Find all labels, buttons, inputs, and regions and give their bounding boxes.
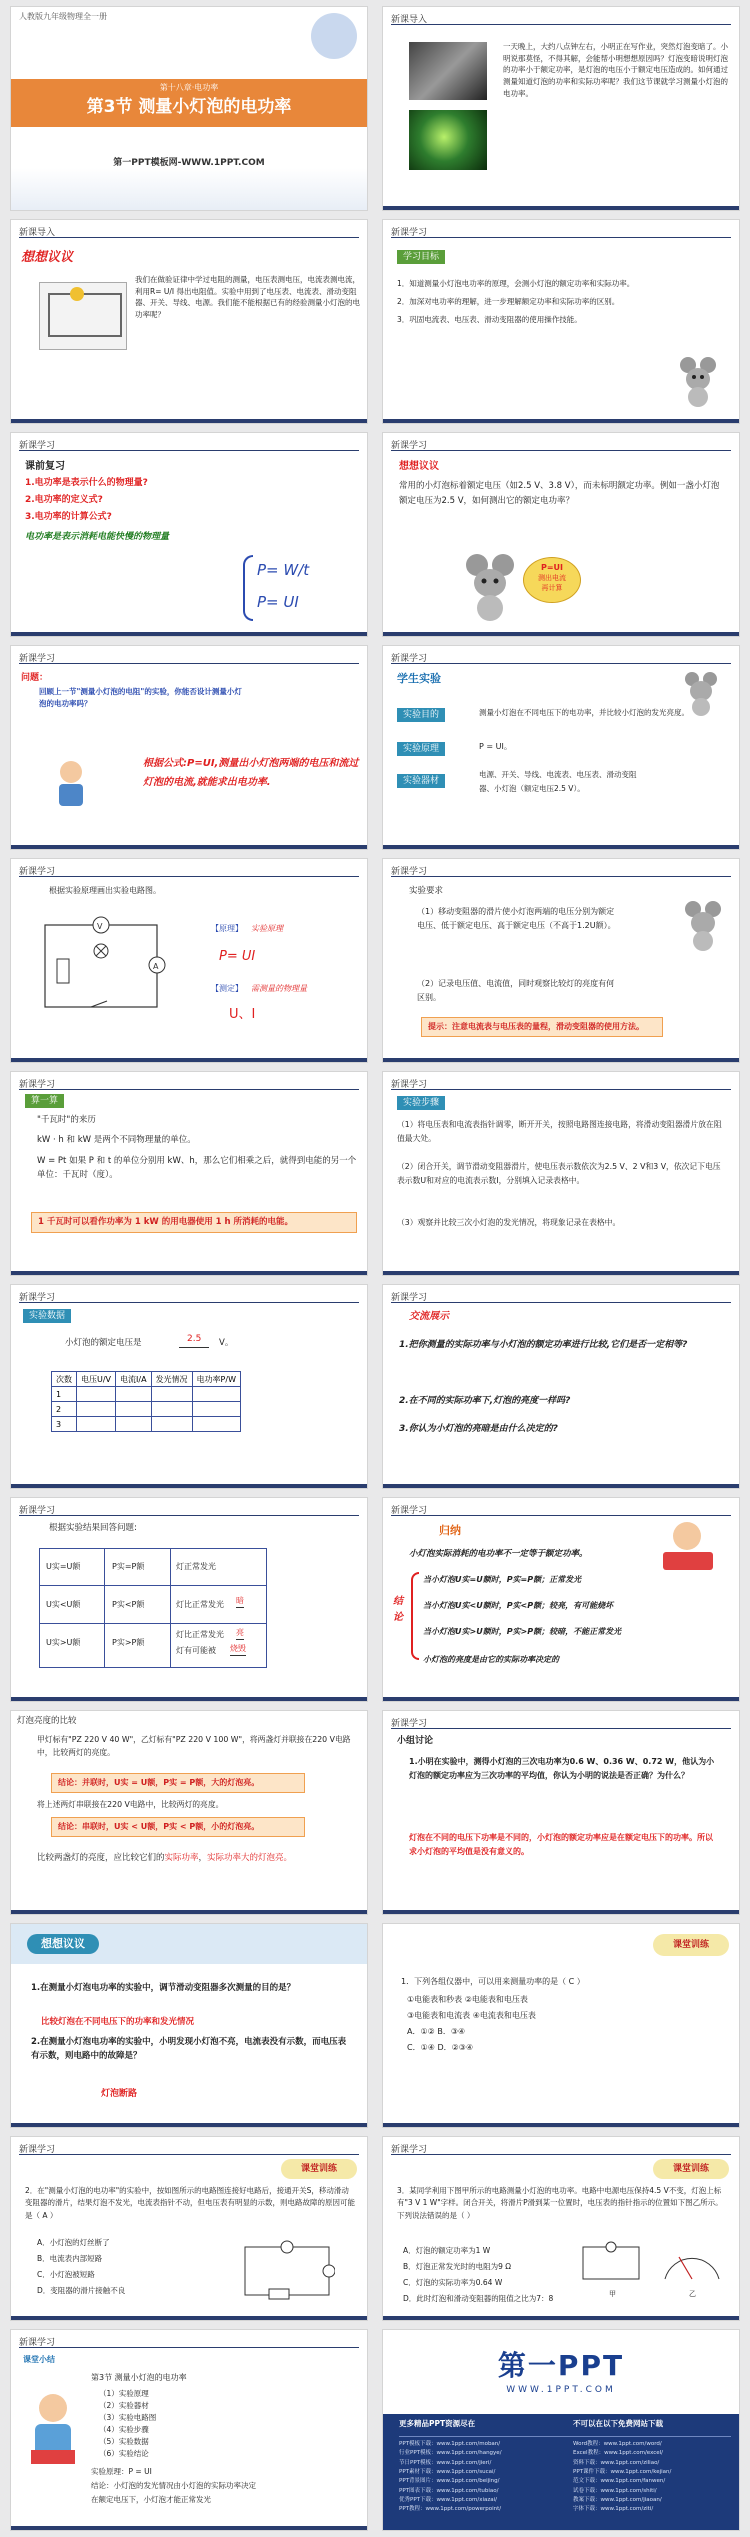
exercise-option: C．小灯泡被短路 (37, 2270, 95, 2279)
footer-bar (11, 845, 367, 849)
slide-header: 新课学习 (391, 654, 428, 664)
footer-bar (383, 2316, 739, 2320)
circuit-diagram (239, 2239, 335, 2303)
resource-link[interactable]: 试卷下载：www.1ppt.com/shiti/ (573, 2487, 657, 2494)
principle-text: P = UI。 (479, 742, 512, 751)
chapter-label: 第十八章·电功率 (159, 83, 219, 92)
kwh-definition: 1 千瓦时可以看作功率为 1 kW 的用电器使用 1 h 所消耗的电能。 (31, 1212, 357, 1233)
slide-exercise-1 (382, 1923, 740, 2128)
circuit-text: 根据实验原理画出实验电路图。 (49, 886, 161, 895)
slide-discussion (10, 219, 368, 424)
footer-bar (383, 1697, 739, 1701)
step-3: （3）观察并比较三次小灯泡的发光情况，将现象记录在表格中。 (397, 1218, 621, 1227)
exercise-option: ③电能表和电流表 ④电流表和电压表 (407, 2011, 536, 2020)
measure-text: 需测量的物理量 (251, 984, 307, 993)
decor-circle (311, 13, 357, 59)
header-rule (391, 237, 731, 238)
slide-exchange (382, 1284, 740, 1489)
slide-circuit (10, 858, 368, 1063)
exercise-question: 3．某同学利用下图甲所示的电路测量小灯泡的电功率。电路中电源电压保持4.5 V不变，灯泡上标有"3 V 1 W"字样。闭合开关，将滑片P滑到某一位置时，电压表的指针指示的位置如下图乙所示。下列说法错误的是（ ） (397, 2186, 723, 2220)
header-rule (19, 450, 359, 451)
objective-1: 1．知道测量小灯泡电功率的原理，会测小灯泡的额定功率和实际功率。 (397, 279, 635, 288)
slide-header: 新课学习 (391, 1506, 428, 1516)
header-rule (391, 876, 731, 877)
brace (243, 555, 253, 621)
table-header: 电流I/A (116, 1372, 152, 1387)
exercise-badge: 课堂训练 (281, 2159, 357, 2179)
objective-2: 2．加深对电功率的理解，进一步理解额定功率和实际功率的区别。 (397, 297, 620, 306)
resource-link[interactable]: Excel教程：www.1ppt.com/excel/ (573, 2450, 664, 2457)
resource-link[interactable]: 资料下载：www.1ppt.com/ziliao/ (573, 2459, 660, 2466)
intro-text: 一天晚上，大约八点钟左右，小明正在写作业，突然灯泡变暗了。小明说那莫怪，不得其解，会能帮小明想想原因吗？灯泡变暗说明灯泡的功率小于额定功率，是灯泡的电压小于额定电压造成的。如何通过测量知道灯泡的功率和实际功率呢？我们这节课就学习测量小灯泡的电功率。 (503, 42, 728, 98)
header-rule (19, 1302, 359, 1303)
table-header-row (52, 1372, 241, 1387)
group-title: 小组讨论 (397, 1736, 434, 1746)
footer-bar (383, 1484, 739, 1488)
resource-link[interactable]: 节日PPT模板：www.1ppt.com/jieri/ (399, 2459, 492, 2466)
objective-3: 3．巩固电流表、电压表、滑动变阻器的使用操作技能。 (397, 315, 582, 324)
discussion-text: 我们在做验证律中学过电阻的测量，电压表测电压，电流表测电流，利用R= U/I 得出电阻值。实验中用到了电压表、电流表、滑动变阻器、开关、导线、电源。我们能不能根据已有的经验测量小灯泡的电功率呢？ (135, 275, 360, 319)
resource-link[interactable]: PPT图表下载：www.1ppt.com/tubiao/ (399, 2487, 499, 2494)
links-left-title: 更多精品PPT资源尽在 (399, 2419, 476, 2428)
step-2: （2）闭合开关，调节滑动变阻器滑片，使电压表示数依次为2.5 V、2 V和3 V，依次记下电压表示数U和对应的电流表示数I，分别填入记录表格中。 (397, 1162, 721, 1185)
header-rule (391, 24, 731, 25)
question-text: 回顾上一节"测量小灯泡的电阻"的实验，你能否设计测量小灯泡的电功率吗？ (39, 687, 242, 708)
exercise-option: A．小灯泡的灯丝断了 (37, 2238, 110, 2247)
discuss-q2: 2.在测量小灯泡电功率的实验中，小明发现小灯泡不亮，电流表没有示数，而电压表有示数，则电路中的故障是？ (31, 2037, 347, 2061)
mouse-mascot-icon (683, 899, 723, 951)
top-label: 人教版九年级物理全一册 (19, 12, 107, 21)
results-cell: P实>P额 (112, 1638, 145, 1647)
summary-conclusion: 结论：小灯泡的发光情况由小灯泡的实际功率决定 (91, 2481, 256, 2490)
photo-student (409, 42, 487, 100)
exchange-q2: 2.在不同的实际功率下,灯泡的亮度一样吗? (399, 1396, 571, 1406)
think-title: 想想议议 (399, 461, 439, 472)
exercise-option: A．①② B．③④ (407, 2027, 466, 2036)
header-rule (19, 1515, 359, 1516)
voltmeter-dial-icon (659, 2241, 725, 2287)
resource-link[interactable]: PPT课件下载：www.1ppt.com/kejian/ (573, 2469, 672, 2476)
discuss-a2: 灯泡断路 (101, 2089, 138, 2099)
exercise-badge: 课堂训练 (653, 2159, 729, 2179)
exercise-option: ①电能表和秒表 ②电能表和电压表 (407, 1995, 528, 2004)
resource-link[interactable]: 字体下载：www.1ppt.com/ziti/ (573, 2506, 654, 2513)
header-rule (19, 2347, 359, 2348)
results-cell: U实>U额 (46, 1638, 81, 1647)
purpose-text: 测量小灯泡在不同电压下的电功率，并比较小灯泡的发光亮度。 (479, 708, 689, 717)
slide-header: 新课学习 (19, 1080, 56, 1090)
slide-data (10, 1284, 368, 1489)
slide-header: 新课导入 (19, 228, 56, 238)
summary-tag: 课堂小结 (23, 2355, 55, 2364)
slide-exercise-3 (382, 2136, 740, 2321)
slide-header: 新课学习 (19, 2338, 56, 2348)
slide-header: 新课学习 (391, 1719, 428, 1729)
photo-bulb (409, 110, 487, 170)
mouse-mascot-icon (683, 670, 719, 716)
resource-link[interactable]: PPT素材下载：www.1ppt.com/sucai/ (399, 2469, 496, 2476)
exercise-option: D．此时灯泡和滑动变阻器的阻值之比为7：8 (403, 2294, 554, 2303)
footer-bar (383, 419, 739, 423)
steps-bar: 实验步骤 (397, 1096, 445, 1110)
results-fill: 暗 (236, 1595, 244, 1608)
review-answer: 电功率是表示消耗电能快慢的物理量 (25, 532, 170, 542)
footer-bar (11, 2316, 367, 2320)
header-rule (391, 1728, 731, 1729)
links-column-right (573, 2440, 671, 2515)
slide-results (10, 1497, 368, 1702)
footer-bar (11, 1484, 367, 1488)
brightness-conclusion2: 结论：串联时，U实 < U额，P实 < P额，小的灯泡亮。 (51, 1817, 305, 1837)
question-title: 问题： (21, 673, 49, 683)
table-cell: 3 (52, 1417, 77, 1432)
requirements-title: 实验要求 (409, 886, 444, 896)
rated-voltage-value: 2.5 (179, 1333, 209, 1348)
summary-item: （4）实验步骤 (99, 2425, 149, 2434)
summary-line5: 小灯泡的亮度是由它的实际功率决定的 (423, 1655, 559, 1664)
objectives-bar: 学习目标 (397, 250, 445, 264)
slide-header: 新课学习 (19, 867, 56, 877)
slide-header: 新课学习 (391, 867, 428, 877)
reading-kid-icon (653, 1518, 723, 1574)
question-answer: 根据公式:P=UI,测量出小灯泡两端的电压和流过灯泡的电流,就能求出电功率. (143, 758, 359, 788)
exercise-badge: 课堂训练 (653, 1934, 729, 1956)
slide-kwh (10, 1071, 368, 1276)
summary-item: （6）实验结论 (99, 2449, 149, 2458)
slide-header: 新课学习 (391, 2145, 428, 2155)
review-q1: 1.电功率是表示什么的物理量? (25, 478, 148, 488)
summary-heading: 第3节 测量小灯泡的电功率 (91, 2373, 187, 2382)
header-rule (391, 1089, 731, 1090)
svg-text:V: V (97, 922, 103, 931)
discuss-q1: 1.在测量小灯泡电功率的实验中，调节滑动变阻器多次测量的目的是？ (31, 1983, 296, 1993)
bubble-line2: 再计算 (541, 584, 563, 592)
slide-exercise-2 (10, 2136, 368, 2321)
links-panel (383, 2414, 739, 2530)
footer-bar (383, 1271, 739, 1275)
formula-1: P= W/t (257, 561, 310, 579)
review-title: 课前复习 (25, 461, 65, 472)
resource-link[interactable]: 范文下载：www.1ppt.com/fanwen/ (573, 2478, 666, 2485)
footer-bar (11, 419, 367, 423)
svg-text:A: A (153, 962, 159, 971)
slide-header: 新课学习 (391, 228, 428, 238)
header-rule (391, 450, 731, 451)
rated-voltage-label: 小灯泡的额定电压是 (65, 1338, 142, 1348)
brightness-title: 灯泡亮度的比较 (17, 1716, 77, 1726)
equipment-text: 电源、开关、导线、电流表、电压表、滑动变阻器、小灯泡（额定电压2.5 V）。 (479, 770, 637, 793)
slide-title-text: 第3节 测量小灯泡的电功率 (86, 97, 292, 117)
results-cell: P实=P额 (112, 1562, 145, 1571)
header-rule (19, 1089, 359, 1090)
group-answer: 灯泡在不同的电压下功率是不同的，小灯泡的额定功率应是在额定电压下的功率。所以求小灯泡的平均值是没有意义的。 (409, 1833, 713, 1856)
experiment-title: 学生实验 (397, 672, 441, 685)
header-rule (391, 2154, 731, 2155)
table-row (52, 1387, 241, 1402)
table-header: 电压U/V (77, 1372, 116, 1387)
table-header: 次数 (52, 1372, 77, 1387)
step-1: （1）将电压表和电流表指针调零，断开开关，按照电路图连接电路，将滑动变阻器滑片放在阻值最大处。 (397, 1120, 722, 1143)
think-text: 常用的小灯泡标着额定电压（如2.5 V、3.8 V），而未标明额定功率。例如一盏小灯泡额定电压为2.5 V，如何测出它的额定电功率？ (399, 481, 720, 507)
header-rule (391, 1515, 731, 1516)
slide-header: 新课学习 (19, 2145, 56, 2155)
exchange-q3: 3.你认为小灯泡的亮暗是由什么决定的? (399, 1424, 558, 1434)
results-fill: 烧毁 (230, 1643, 246, 1656)
slide-header: 新课学习 (391, 1080, 428, 1090)
exercise-option: B．灯泡正常发光时的电阻为9 Ω (403, 2262, 512, 2271)
resource-link[interactable]: Word教程：www.1ppt.com/word/ (573, 2441, 662, 2447)
group-question: 1.小明在实验中，测得小灯泡的三次电功率为0.6 W、0.36 W、0.72 W，他认为小灯泡的额定功率应为三次功率的平均值，你认为小明的说法是否正确？为什么？ (409, 1757, 715, 1780)
brightness-conclusion1: 结论：并联时，U实 = U额，P实 = P额，大的灯泡亮。 (51, 1773, 305, 1793)
results-cell: 灯比正常发光 (176, 1630, 224, 1639)
results-cell: U实=U额 (46, 1562, 81, 1571)
exchange-q1: 1.把你测量的实际功率与小灯泡的额定功率进行比较,它们是否一定相等? (399, 1340, 688, 1350)
equipment-label: 实验器材 (397, 774, 445, 788)
slide-header: 新课学习 (19, 441, 56, 451)
slide-header: 新课导入 (391, 15, 428, 25)
results-cell: 灯比正常发光 (176, 1600, 224, 1609)
brightness-p3: 比较两盏灯的亮度，应比较它们的实际功率，实际功率大的灯泡亮。 (37, 1853, 293, 1863)
decor-bottom (11, 168, 367, 210)
resource-link[interactable]: PPT模板下载：www.1ppt.com/moban/ (399, 2441, 501, 2447)
results-text: 根据实验结果回答问题: (49, 1523, 137, 1533)
results-cell: 灯正常发光 (176, 1562, 216, 1571)
footer-bar (383, 206, 739, 210)
resource-link[interactable]: 行业PPT模板：www.1ppt.com/hangye/ (399, 2450, 502, 2457)
footer-bar (11, 1697, 367, 1701)
kwh-units: kW · h 和 kW 是两个不同物理量的单位。 (37, 1135, 196, 1145)
resource-link[interactable]: 教案下载：www.1ppt.com/jiaoan/ (573, 2497, 662, 2504)
requirement-tip: 提示：注意电流表与电压表的量程，滑动变阻器的使用方法。 (421, 1017, 663, 1037)
summary-item: （3）实验电路图 (99, 2413, 157, 2422)
slide-objectives (382, 219, 740, 424)
circuit-photo (39, 282, 127, 350)
slide-header: 新课学习 (19, 1506, 56, 1516)
slide-question (10, 645, 368, 850)
bubble-formula: P=UI (540, 563, 564, 572)
principle-title: 实验原理 (251, 924, 283, 933)
principle-tag: 【原理】 (211, 924, 243, 933)
kwh-origin: "千瓦时"的来历 (37, 1115, 96, 1125)
results-cell: P实<P额 (112, 1600, 145, 1609)
exercise-option: D．变阻器的滑片接触不良 (37, 2286, 126, 2295)
resource-link[interactable]: PPT教程：www.1ppt.com/powerpoint/ (399, 2506, 502, 2513)
slide-header: 新课学习 (391, 1293, 428, 1303)
results-grid (39, 1548, 267, 1668)
results-cell: 灯有可能被 (176, 1646, 216, 1655)
table-row (52, 1417, 241, 1432)
table-header: 电功率P/W (192, 1372, 240, 1387)
title-banner (11, 79, 367, 127)
formula-2: P= UI (257, 593, 299, 611)
review-q2: 2.电功率的定义式? (25, 495, 103, 505)
table-cell: 1 (52, 1387, 77, 1402)
resource-link[interactable]: 优秀PPT下载：www.1ppt.com/xiazai/ (399, 2497, 498, 2504)
footer-bar (11, 2123, 367, 2127)
footer-bar (11, 632, 367, 636)
slide-experiment (382, 645, 740, 850)
slide-discuss-2 (10, 1923, 368, 2128)
slide-steps (382, 1071, 740, 1276)
links-column-left (399, 2440, 502, 2515)
summary-item: （1）实验原理 (99, 2389, 149, 2398)
slide-summary (382, 1497, 740, 1702)
figure-label: 甲 (609, 2290, 616, 2298)
data-table (51, 1371, 241, 1432)
slide-requirements (382, 858, 740, 1063)
data-bar: 实验数据 (23, 1309, 71, 1323)
summary-note: 在额定电压下，小灯泡才能正常发光 (91, 2495, 211, 2504)
mouse-mascot-icon (463, 551, 517, 623)
header-rule (19, 663, 359, 664)
brand-text: 第一PPT模板网-WWW.1PPT.COM (113, 158, 265, 168)
summary-principle: 实验原理：P = UI (91, 2467, 152, 2476)
measure-tag: 【测定】 (211, 984, 243, 993)
principle-label: 实验原理 (397, 742, 445, 756)
thinking-kid-icon (51, 758, 91, 808)
links-right-title: 不可以在以下免费网站下载 (573, 2419, 663, 2428)
table-row (52, 1402, 241, 1417)
exercise-option: A．灯泡的额定功率为1 W (403, 2246, 491, 2255)
slide-think (382, 432, 740, 637)
summary-line1: 小灯泡实际消耗的电功率不一定等于额定功率。 (409, 1549, 588, 1559)
requirement-2: （2）记录电压值、电流值，同时观察比较灯的亮度有何区别。 (417, 979, 615, 1002)
header-rule (19, 2154, 359, 2155)
footer-bar (11, 1910, 367, 1914)
table-header: 发光情况 (151, 1372, 192, 1387)
slide-brand (382, 2329, 740, 2531)
principle-formula: P= UI (219, 949, 256, 964)
header-rule (391, 1302, 731, 1303)
header-rule (391, 663, 731, 664)
speech-bubble (523, 557, 581, 603)
slide-class-summary (10, 2329, 368, 2531)
kids-reading-icon (25, 2390, 81, 2490)
brand-url: WWW.1PPT.COM (506, 2385, 616, 2395)
results-cell: U实<U额 (46, 1600, 81, 1609)
exercise-question: 1．下列各组仪器中，可以用来测量功率的是（ C ） (401, 1977, 585, 1986)
review-q3: 3.电功率的计算公式? (25, 512, 112, 522)
summary-line2: 当小灯泡U实=U额时，P实=P额；正常发光 (423, 1575, 582, 1584)
footer-bar (383, 632, 739, 636)
discuss-title: 想想议议 (27, 1934, 99, 1954)
summary-item: （5）实验数据 (99, 2437, 149, 2446)
circuit-diagram (35, 911, 175, 1031)
slide-review (10, 432, 368, 637)
requirement-1: （1）移动变阻器的滑片使小灯泡两端的电压分别为额定电压、低于额定电压、高于额定电压（不高于1.2U额）。 (417, 907, 616, 930)
calc-bar: 算一算 (25, 1094, 64, 1108)
summary-title: 归纳 (439, 1524, 461, 1537)
kwh-formula: W = Pt 如果 P 和 t 的单位分别用 kW、h，那么它们相乘之后，就得到电能的另一个单位：千瓦时（度）。 (37, 1156, 357, 1181)
brace (411, 1572, 419, 1660)
table-cell: 2 (52, 1402, 77, 1417)
footer-bar (11, 2526, 367, 2530)
rated-voltage-unit: V。 (219, 1338, 234, 1348)
footer-bar (383, 2123, 739, 2127)
discuss-a1: 比较灯泡在不同电压下的功率和发光情况 (41, 2017, 195, 2027)
results-fill: 亮 (236, 1627, 244, 1640)
slide-header: 新课学习 (19, 1293, 56, 1303)
slide-title (10, 6, 368, 211)
exercise-option: C．灯泡的实际功率为0.64 W (403, 2278, 503, 2287)
slide-group-discussion (382, 1710, 740, 1915)
header-rule (19, 237, 359, 238)
footer-bar (383, 1910, 739, 1914)
footer-bar (11, 1271, 367, 1275)
exercise-question: 2．在"测量小灯泡的电功率"的实验中，按如图所示的电路图连接好电路后，接通开关S，移动滑动变阻器的滑片，结果灯泡不发光，电流表指针不动，但电压表有明显的示数，则电路故障的原因可能是（ A ） (25, 2186, 355, 2220)
conclusion-label: 结论 (393, 1596, 403, 1623)
exchange-title: 交流展示 (409, 1311, 449, 1322)
summary-line4: 当小灯泡U实>U额时，P实>P额；较暗，不能正常发光 (423, 1627, 622, 1636)
resource-link[interactable]: PPT背景图片：www.1ppt.com/beijing/ (399, 2478, 500, 2485)
bubble-line1: 测出电流 (538, 574, 566, 582)
brand-logo: 第一PPT (497, 2349, 625, 2382)
circuit-diagram (579, 2241, 645, 2287)
slide-header: 新课学习 (391, 441, 428, 451)
mouse-mascot-icon (678, 355, 718, 407)
measure-quantities: U、I (229, 1007, 256, 1022)
purpose-label: 实验目的 (397, 708, 445, 722)
exercise-option: B．电流表内部短路 (37, 2254, 103, 2263)
brightness-p1: 甲灯标有"PZ 220 V 40 W"，乙灯标有"PZ 220 V 100 W"，将两盏灯并联接在220 V电路中，比较两灯的亮度。 (37, 1735, 351, 1758)
footer-bar (383, 845, 739, 849)
header-rule (19, 876, 359, 877)
footer-bar (11, 1058, 367, 1062)
figure-label: 乙 (689, 2290, 696, 2298)
slide-intro (382, 6, 740, 211)
brightness-p2: 将上述两灯串联接在220 V电路中，比较两灯的亮度。 (37, 1800, 224, 1809)
exercise-option: C．①④ D．②③④ (407, 2043, 474, 2052)
footer-bar (383, 1058, 739, 1062)
summary-line3: 当小灯泡U实<U额时，P实<P额；较亮，有可能烧坏 (423, 1601, 614, 1610)
section-tag: 想想议议 (21, 250, 74, 265)
slide-header: 新课学习 (19, 654, 56, 664)
summary-item: （2）实验器材 (99, 2401, 149, 2410)
slide-brightness (10, 1710, 368, 1915)
